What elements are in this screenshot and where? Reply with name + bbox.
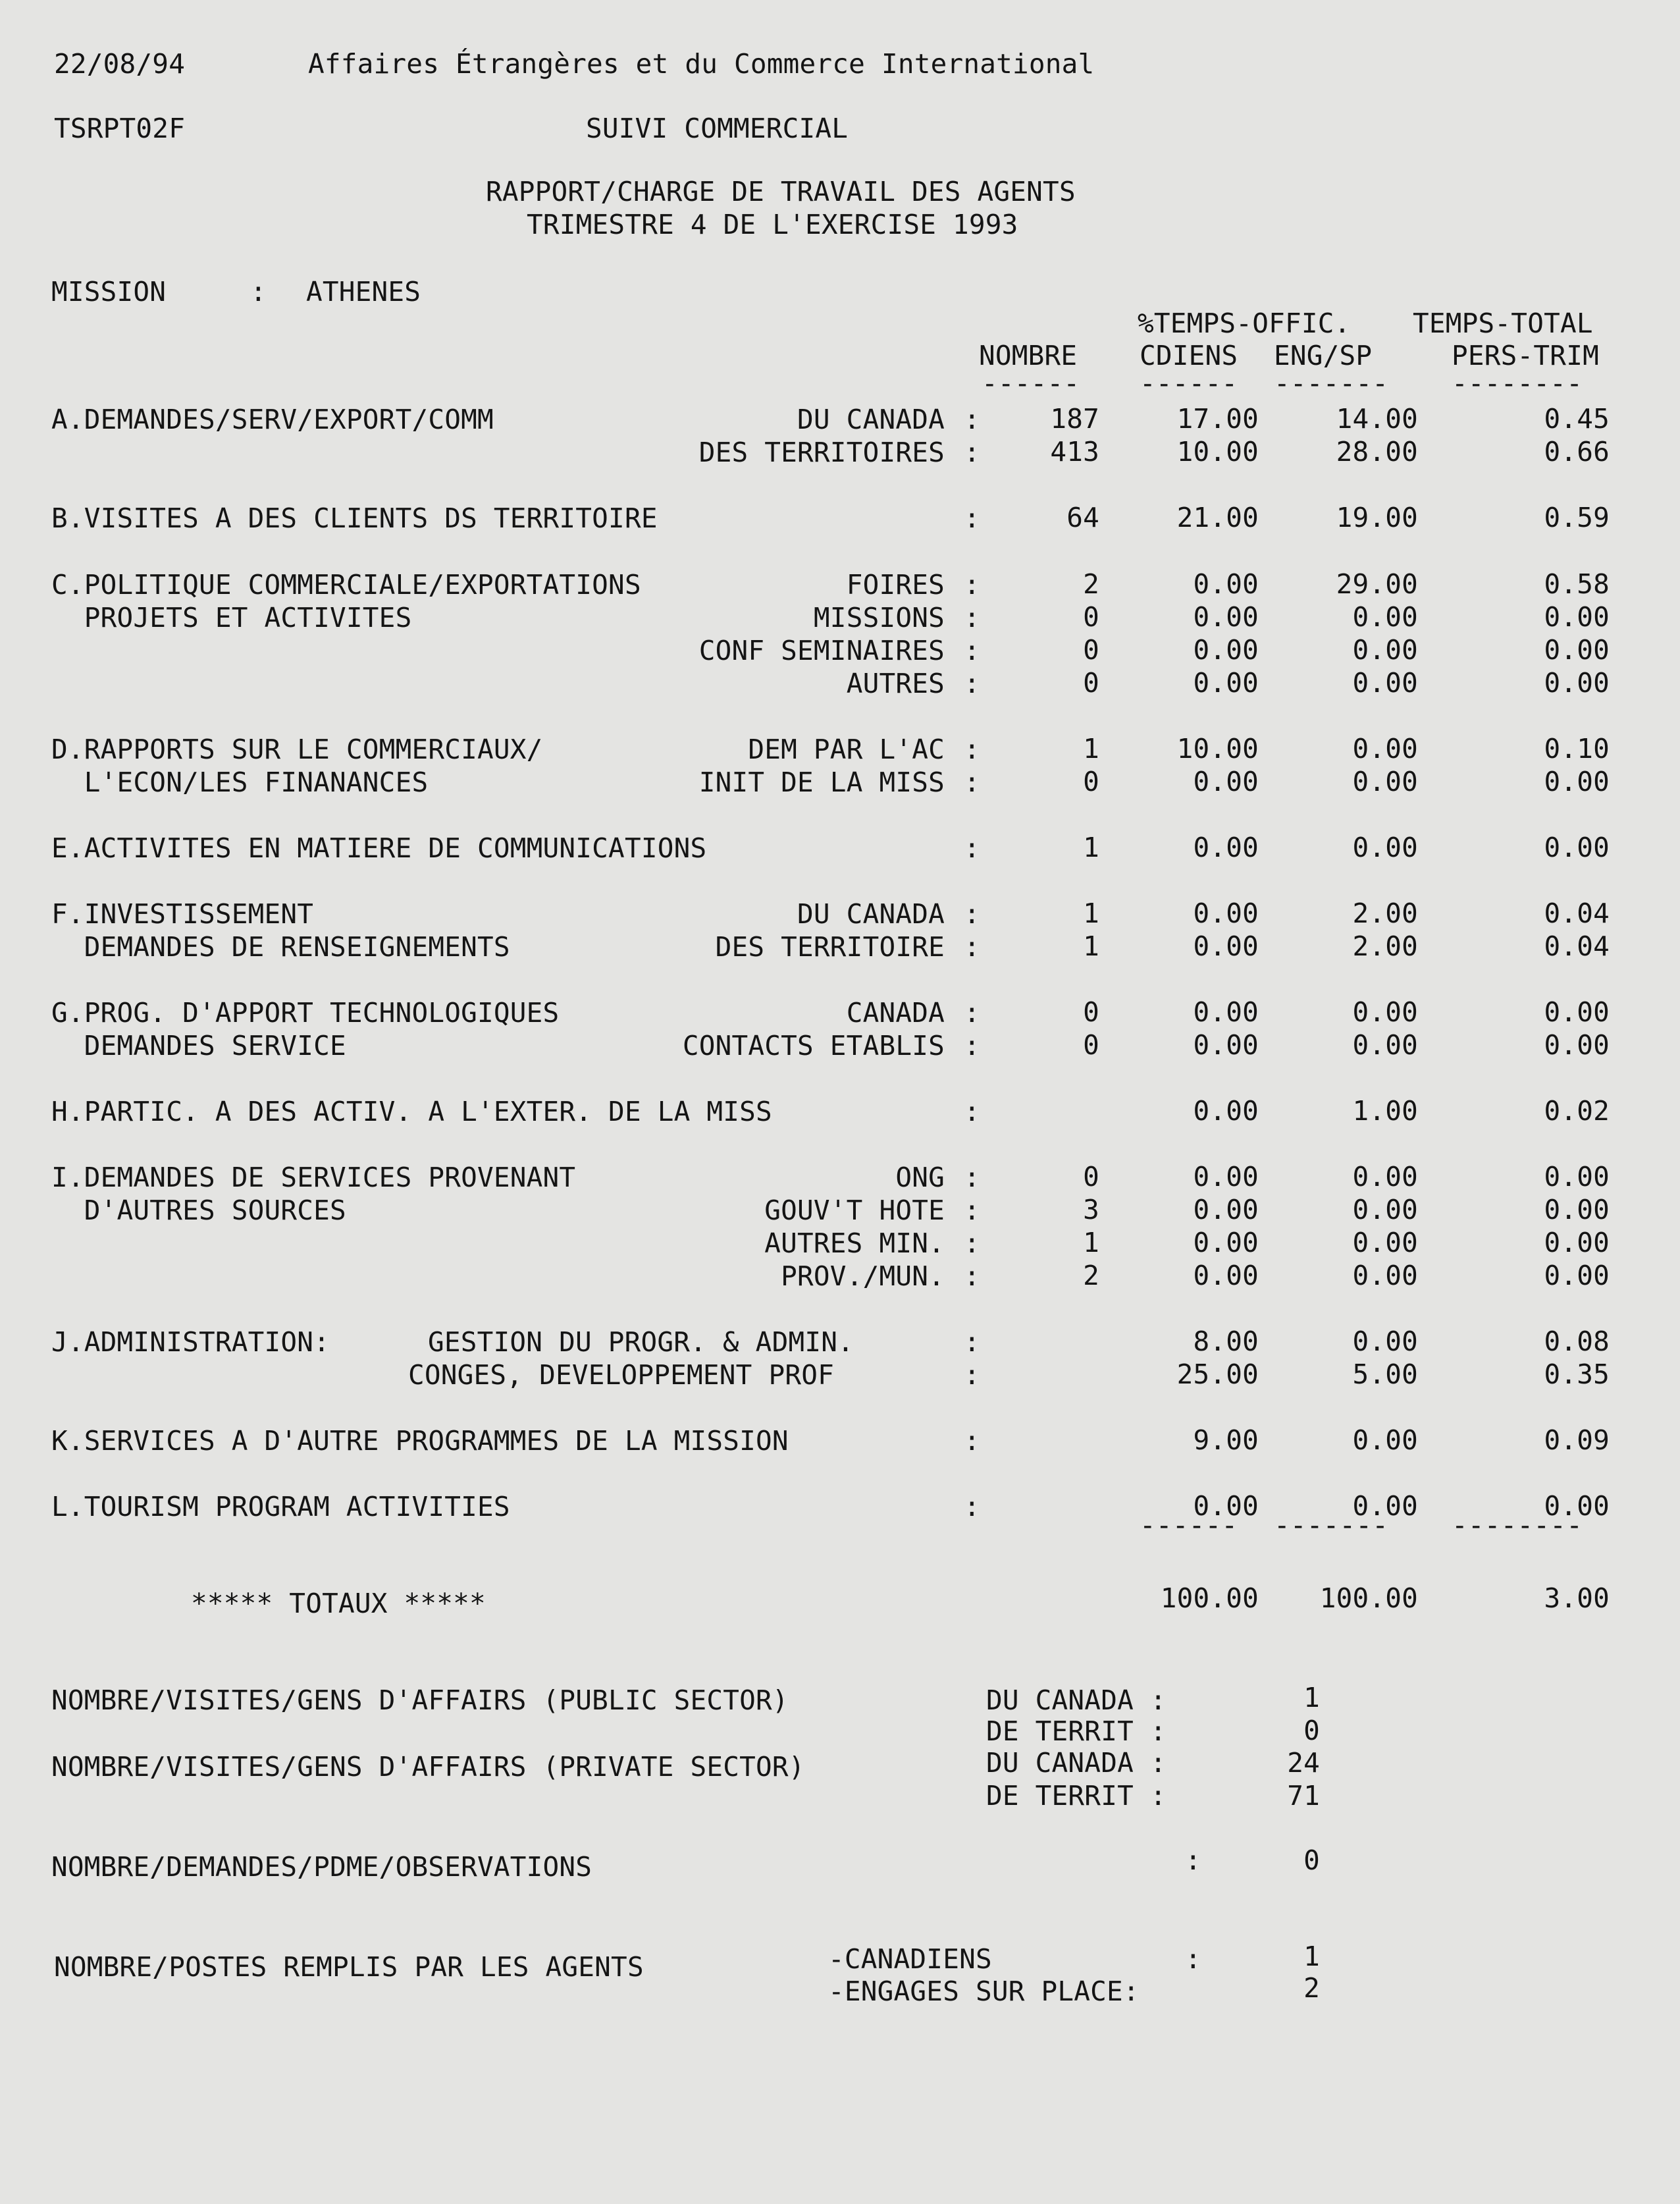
row-perstrim: 0.00 — [1544, 1194, 1610, 1225]
row-perstrim: 0.00 — [1544, 667, 1610, 699]
row-label: F.INVESTISSEMENT — [51, 898, 314, 930]
row-perstrim: 0.09 — [1544, 1424, 1610, 1456]
row-cdiens: 0.00 — [1193, 1095, 1259, 1127]
row-cdiens: 0.00 — [1193, 1029, 1259, 1061]
row-nombre: 3 — [1083, 1194, 1099, 1225]
visits-private-territ-value: 71 — [1287, 1780, 1320, 1812]
row-perstrim: 0.00 — [1544, 1227, 1610, 1258]
visits-private-territ-label: DE TERRIT : — [986, 1780, 1167, 1812]
row-label: E.ACTIVITES EN MATIERE DE COMMUNICATIONS — [51, 832, 707, 864]
row-nombre: 0 — [1083, 667, 1099, 699]
totals-engsp-rule: ------- — [1274, 1509, 1389, 1541]
row-engsp: 0.00 — [1352, 1490, 1418, 1522]
visits-public-canada-label: DU CANADA : — [986, 1684, 1167, 1716]
row-nombre: 1 — [1083, 733, 1099, 765]
mission-value: ATHENES — [306, 276, 421, 308]
pdme-colon: : — [1185, 1844, 1201, 1876]
row-label: C.POLITIQUE COMMERCIALE/EXPORTATIONS — [51, 569, 641, 601]
row-engsp: 0.00 — [1352, 1029, 1418, 1061]
row-perstrim: 0.00 — [1544, 766, 1610, 797]
col-nombre-header: NOMBRE — [979, 340, 1078, 371]
row-sublabel: CONGES, DEVELOPPEMENT PROF — [408, 1359, 834, 1391]
row-colon: : — [964, 437, 980, 468]
row-sublabel: GOUV'T HOTE — [764, 1195, 945, 1226]
department-name: Affaires Étrangères et du Commerce International — [308, 48, 1095, 80]
row-colon: : — [964, 1096, 980, 1127]
row-sublabel: CANADA — [846, 997, 945, 1029]
pdme-value: 0 — [1303, 1844, 1320, 1876]
row-cdiens: 0.00 — [1193, 898, 1259, 929]
row-nombre: 187 — [1050, 403, 1099, 435]
row-nombre: 0 — [1083, 1161, 1099, 1193]
row-cdiens: 21.00 — [1176, 502, 1259, 533]
row-colon: : — [964, 1491, 980, 1522]
row-cdiens: 0.00 — [1193, 930, 1259, 962]
row-nombre: 2 — [1083, 1260, 1099, 1291]
postes-engages-label: -ENGAGES SUR PLACE: — [828, 1976, 1140, 2007]
row-colon: : — [964, 635, 980, 666]
row-perstrim: 0.00 — [1544, 1029, 1610, 1061]
row-label: A.DEMANDES/SERV/EXPORT/COMM — [51, 404, 494, 435]
col-nombre-underline: ------ — [982, 367, 1080, 399]
row-cdiens: 10.00 — [1176, 436, 1259, 468]
row-sublabel: AUTRES MIN. — [764, 1227, 945, 1259]
postes-canadiens-label: -CANADIENS — [828, 1943, 992, 1975]
mission-label: MISSION — [51, 276, 167, 308]
row-perstrim: 0.00 — [1544, 996, 1610, 1028]
row-perstrim: 0.00 — [1544, 1161, 1610, 1193]
row-engsp: 0.00 — [1352, 667, 1418, 699]
row-label: H.PARTIC. A DES ACTIV. A L'EXTER. DE LA MISS — [51, 1096, 772, 1127]
row-engsp: 0.00 — [1352, 1227, 1418, 1258]
row-label: L.TOURISM PROGRAM ACTIVITIES — [51, 1491, 510, 1522]
row-nombre: 1 — [1083, 832, 1099, 863]
row-cdiens: 0.00 — [1193, 1194, 1259, 1225]
row-sublabel: MISSIONS — [813, 602, 945, 633]
row-engsp: 0.00 — [1352, 733, 1418, 765]
col-engsp-header: ENG/SP — [1274, 340, 1373, 371]
row-colon: : — [964, 1326, 980, 1358]
row-engsp: 0.00 — [1352, 1194, 1418, 1225]
postes-canadiens-value: 1 — [1303, 1941, 1320, 1972]
row-label: J.ADMINISTRATION: — [51, 1326, 330, 1358]
row-cdiens: 0.00 — [1193, 1260, 1259, 1291]
row-colon: : — [964, 734, 980, 765]
row-nombre: 0 — [1083, 766, 1099, 797]
row-label: L'ECON/LES FINANANCES — [51, 766, 429, 798]
row-cdiens: 0.00 — [1193, 996, 1259, 1028]
mission-separator: : — [250, 276, 267, 308]
row-label: DEMANDES DE RENSEIGNEMENTS — [51, 931, 510, 963]
row-colon: : — [964, 898, 980, 930]
row-sublabel: DES TERRITOIRES — [698, 437, 945, 468]
row-label: B.VISITES A DES CLIENTS DS TERRITOIRE — [51, 502, 658, 534]
pdme-label: NOMBRE/DEMANDES/PDME/OBSERVATIONS — [51, 1851, 592, 1883]
row-cdiens: 0.00 — [1193, 667, 1259, 699]
visits-public-label: NOMBRE/VISITES/GENS D'AFFAIRS (PUBLIC SECTOR) — [51, 1684, 789, 1716]
row-nombre: 64 — [1066, 502, 1099, 533]
row-colon: : — [964, 1425, 980, 1457]
totals-cdiens-rule: ------ — [1140, 1509, 1238, 1541]
visits-private-canada-label: DU CANADA : — [986, 1747, 1167, 1779]
row-perstrim: 0.00 — [1544, 601, 1610, 633]
row-engsp: 0.00 — [1352, 1161, 1418, 1193]
row-perstrim: 0.59 — [1544, 502, 1610, 533]
row-perstrim: 0.04 — [1544, 930, 1610, 962]
row-cdiens: 0.00 — [1193, 832, 1259, 863]
row-colon: : — [964, 569, 980, 601]
row-cdiens: 9.00 — [1193, 1424, 1259, 1456]
row-engsp: 0.00 — [1352, 601, 1418, 633]
row-nombre: 1 — [1083, 898, 1099, 929]
visits-public-territ-label: DE TERRIT : — [986, 1715, 1167, 1747]
row-nombre: 0 — [1083, 634, 1099, 666]
row-perstrim: 0.04 — [1544, 898, 1610, 929]
row-engsp: 29.00 — [1336, 568, 1418, 600]
row-cdiens: 0.00 — [1193, 601, 1259, 633]
row-sublabel: AUTRES — [846, 668, 945, 699]
row-label: D'AUTRES SOURCES — [51, 1195, 346, 1226]
totals-perstrim: 3.00 — [1544, 1582, 1610, 1614]
row-colon: : — [964, 1227, 980, 1259]
row-colon: : — [964, 1260, 980, 1292]
visits-public-territ-value: 0 — [1303, 1715, 1320, 1746]
row-engsp: 0.00 — [1352, 1424, 1418, 1456]
row-label: D.RAPPORTS SUR LE COMMERCIAUX/ — [51, 734, 543, 765]
row-engsp: 1.00 — [1352, 1095, 1418, 1127]
row-cdiens: 17.00 — [1176, 403, 1259, 435]
row-perstrim: 0.02 — [1544, 1095, 1610, 1127]
row-perstrim: 0.08 — [1544, 1326, 1610, 1357]
row-cdiens: 10.00 — [1176, 733, 1259, 765]
row-nombre: 1 — [1083, 1227, 1099, 1258]
row-cdiens: 0.00 — [1193, 1227, 1259, 1258]
row-engsp: 0.00 — [1352, 1326, 1418, 1357]
row-perstrim: 0.00 — [1544, 1260, 1610, 1291]
row-sublabel: CONTACTS ETABLIS — [682, 1030, 945, 1062]
system-name: SUIVI COMMERCIAL — [586, 113, 849, 144]
totals-perstrim-rule: -------- — [1452, 1509, 1583, 1541]
row-engsp: 0.00 — [1352, 766, 1418, 797]
row-label: DEMANDES SERVICE — [51, 1030, 346, 1062]
row-perstrim: 0.45 — [1544, 403, 1610, 435]
row-label: K.SERVICES A D'AUTRE PROGRAMMES DE LA MISSION — [51, 1425, 789, 1457]
row-engsp: 2.00 — [1352, 930, 1418, 962]
row-sublabel: INIT DE LA MISS — [698, 766, 945, 798]
row-nombre: 413 — [1050, 436, 1099, 468]
row-sublabel: DES TERRITOIRE — [715, 931, 945, 963]
row-cdiens: 0.00 — [1193, 1161, 1259, 1193]
row-engsp: 5.00 — [1352, 1358, 1418, 1390]
row-colon: : — [964, 1195, 980, 1226]
visits-private-canada-value: 24 — [1287, 1747, 1320, 1779]
row-label: PROJETS ET ACTIVITES — [51, 602, 412, 633]
postes-canadiens-colon: : — [1185, 1943, 1201, 1975]
row-colon: : — [964, 502, 980, 534]
row-perstrim: 0.00 — [1544, 1490, 1610, 1522]
row-cdiens: 0.00 — [1193, 634, 1259, 666]
row-sublabel: GESTION DU PROGR. & ADMIN. — [428, 1326, 854, 1358]
row-engsp: 0.00 — [1352, 1260, 1418, 1291]
report-period: TRIMESTRE 4 DE L'EXERCISE 1993 — [527, 209, 1018, 240]
row-nombre: 0 — [1083, 996, 1099, 1028]
report-code: TSRPT02F — [54, 113, 186, 144]
row-engsp: 14.00 — [1336, 403, 1418, 435]
row-sublabel: ONG — [895, 1162, 945, 1193]
row-perstrim: 0.00 — [1544, 832, 1610, 863]
row-sublabel: FOIRES — [846, 569, 945, 601]
row-sublabel: DU CANADA — [797, 404, 945, 435]
row-colon: : — [964, 1030, 980, 1062]
row-perstrim: 0.10 — [1544, 733, 1610, 765]
row-cdiens: 0.00 — [1193, 568, 1259, 600]
row-cdiens: 8.00 — [1193, 1326, 1259, 1357]
row-colon: : — [964, 404, 980, 435]
col-cdiens-underline: ------ — [1140, 367, 1238, 399]
row-perstrim: 0.35 — [1544, 1358, 1610, 1390]
row-cdiens: 0.00 — [1193, 1490, 1259, 1522]
row-engsp: 0.00 — [1352, 832, 1418, 863]
col-perstrim-underline: -------- — [1452, 367, 1583, 399]
postes-label: NOMBRE/POSTES REMPLIS PAR LES AGENTS — [54, 1951, 644, 1983]
pct-time-header: %TEMPS-OFFIC. — [1138, 308, 1351, 339]
visits-private-label: NOMBRE/VISITES/GENS D'AFFAIRS (PRIVATE SECTOR) — [51, 1751, 805, 1783]
row-colon: : — [964, 766, 980, 798]
totals-label: ***** TOTAUX ***** — [191, 1588, 486, 1619]
row-label: I.DEMANDES DE SERVICES PROVENANT — [51, 1162, 576, 1193]
row-label: G.PROG. D'APPORT TECHNOLOGIQUES — [51, 997, 560, 1029]
totals-engsp: 100.00 — [1319, 1582, 1418, 1614]
row-colon: : — [964, 602, 980, 633]
row-engsp: 0.00 — [1352, 634, 1418, 666]
row-perstrim: 0.58 — [1544, 568, 1610, 600]
col-cdiens-header: CDIENS — [1140, 340, 1238, 371]
col-engsp-underline: ------- — [1274, 367, 1389, 399]
report-date: 22/08/94 — [54, 48, 186, 80]
row-perstrim: 0.66 — [1544, 436, 1610, 468]
row-engsp: 28.00 — [1336, 436, 1418, 468]
row-sublabel: DU CANADA — [797, 898, 945, 930]
row-nombre: 2 — [1083, 568, 1099, 600]
row-colon: : — [964, 1359, 980, 1391]
row-nombre: 0 — [1083, 1029, 1099, 1061]
totals-cdiens: 100.00 — [1160, 1582, 1259, 1614]
row-colon: : — [964, 931, 980, 963]
row-colon: : — [964, 1162, 980, 1193]
row-sublabel: PROV./MUN. — [781, 1260, 945, 1292]
row-nombre: 0 — [1083, 601, 1099, 633]
report-title: RAPPORT/CHARGE DE TRAVAIL DES AGENTS — [486, 176, 1076, 207]
row-cdiens: 0.00 — [1193, 766, 1259, 797]
visits-public-canada-value: 1 — [1303, 1682, 1320, 1713]
row-engsp: 0.00 — [1352, 996, 1418, 1028]
total-time-header: TEMPS-TOTAL — [1413, 308, 1593, 339]
row-sublabel: DEM PAR L'AC — [748, 734, 945, 765]
row-cdiens: 25.00 — [1176, 1358, 1259, 1390]
col-perstrim-header: PERS-TRIM — [1452, 340, 1599, 371]
row-perstrim: 0.00 — [1544, 634, 1610, 666]
row-nombre: 1 — [1083, 930, 1099, 962]
row-colon: : — [964, 997, 980, 1029]
row-engsp: 2.00 — [1352, 898, 1418, 929]
row-engsp: 19.00 — [1336, 502, 1418, 533]
row-colon: : — [964, 832, 980, 864]
postes-engages-value: 2 — [1303, 1972, 1320, 2004]
row-colon: : — [964, 668, 980, 699]
row-sublabel: CONF SEMINAIRES — [698, 635, 945, 666]
